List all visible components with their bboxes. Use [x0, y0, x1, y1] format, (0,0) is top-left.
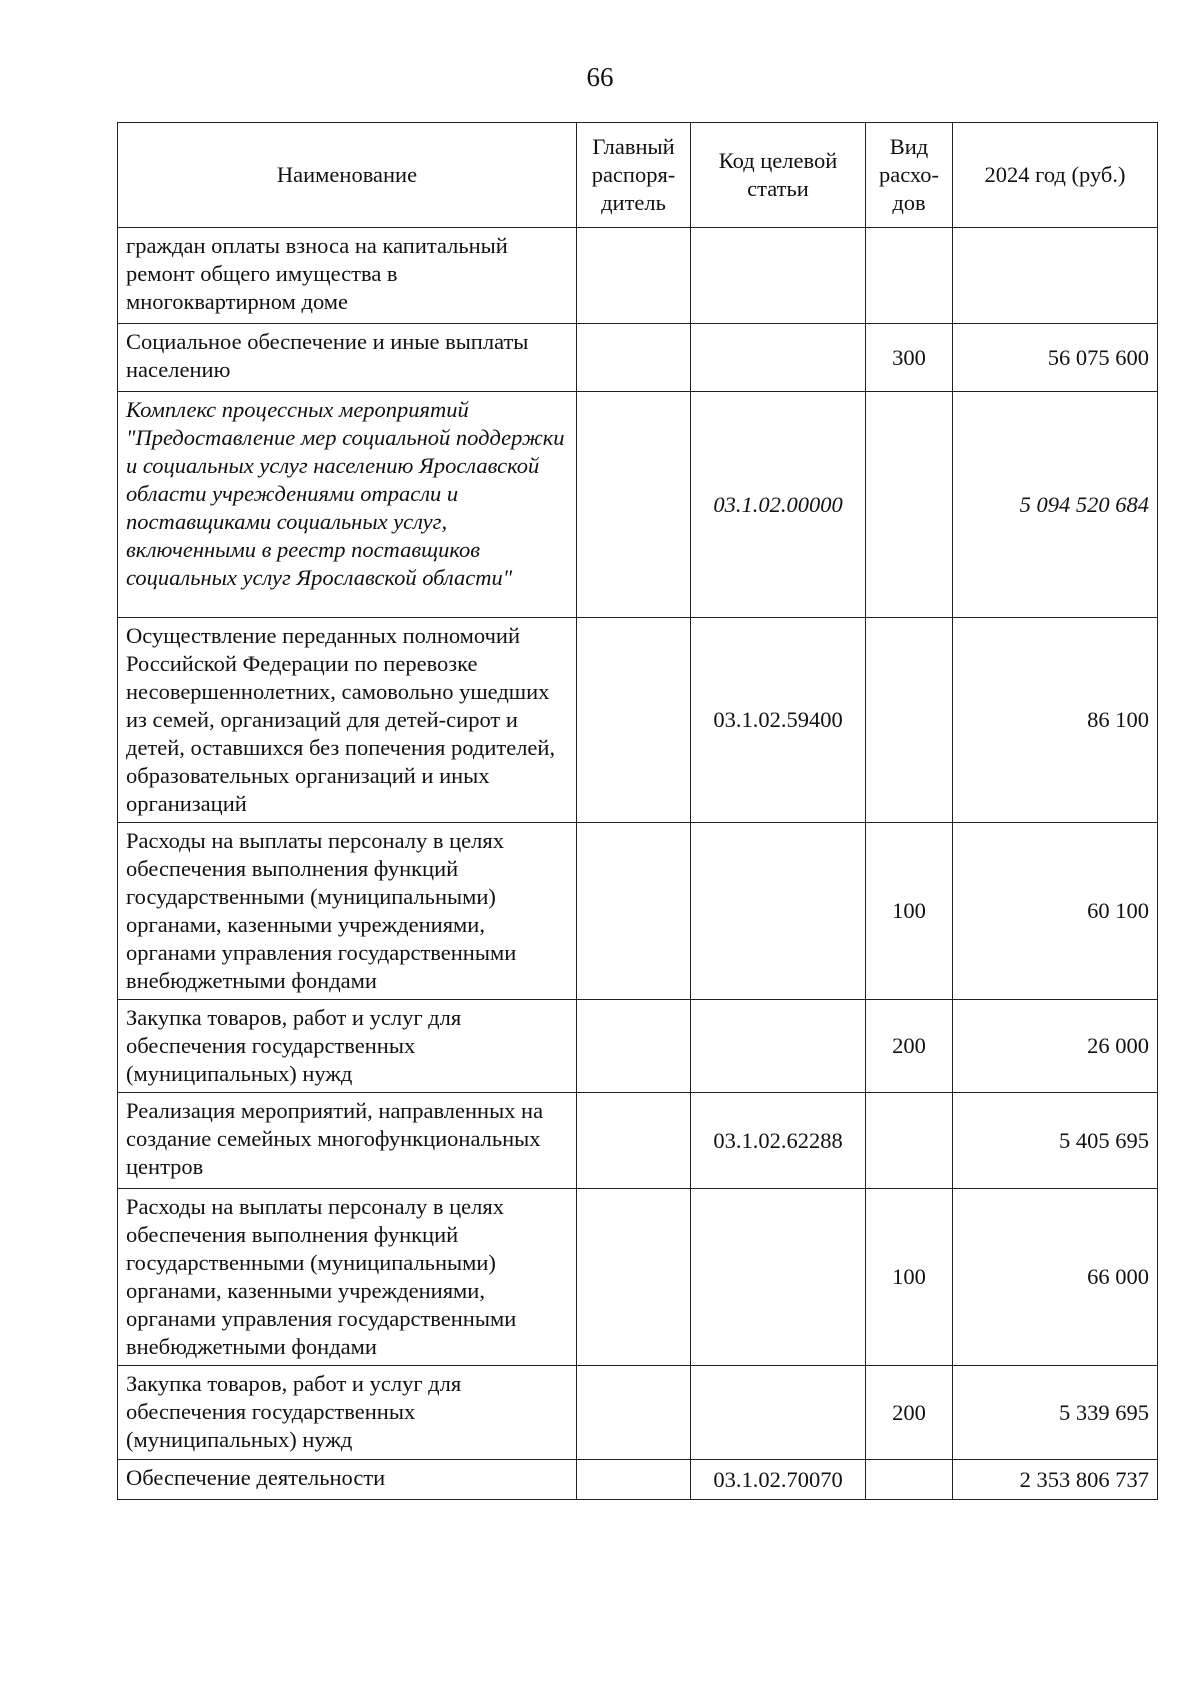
row-code-cell: 03.1.02.70070 [691, 1460, 866, 1500]
table-row [118, 1366, 1158, 1460]
row-name-cell: Расходы на выплаты персоналу в целях обеспечения выполнения функций государственными (муниципальными) органами, казенными учреждениями, органами управления государственными внебюджетными фондами [118, 823, 577, 1000]
row-kind-cell [866, 228, 953, 324]
row-code-cell [691, 1366, 866, 1460]
row-name-cell: Закупка товаров, работ и услуг для обеспечения государственных (муниципальных) нужд [118, 1366, 577, 1460]
row-amount-cell: 86 100 [953, 618, 1158, 823]
row-amount-cell: 56 075 600 [953, 324, 1158, 392]
row-kind-cell: 200 [866, 1366, 953, 1460]
row-admin-cell [577, 1000, 691, 1093]
row-name-cell: Осуществление переданных полномочий Российской Федерации по перевозке несовершеннолетних, самовольно ушедших из семей, организаций для детей-сирот и детей, оставшихся без попечения родителей, образовательных организаций и иных организаций [118, 618, 577, 823]
row-admin-cell [577, 1189, 691, 1366]
row-name-cell: Закупка товаров, работ и услуг для обеспечения государственных (муниципальных) нужд [118, 1000, 577, 1093]
row-admin-cell [577, 1460, 691, 1500]
row-admin-cell [577, 324, 691, 392]
row-kind-cell: 100 [866, 1189, 953, 1366]
page-number: 66 [586, 62, 614, 92]
table-row [118, 228, 1158, 324]
table-row [118, 1460, 1158, 1500]
row-kind-cell: 100 [866, 823, 953, 1000]
row-amount-cell: 60 100 [953, 823, 1158, 1000]
table-row [118, 823, 1158, 1000]
row-kind-cell [866, 392, 953, 618]
row-kind-cell: 300 [866, 324, 953, 392]
row-kind-cell [866, 618, 953, 823]
row-code-cell [691, 228, 866, 324]
row-name-cell: Реализация мероприятий, направленных на создание семейных многофункциональных центров [118, 1093, 577, 1189]
row-name-cell: Расходы на выплаты персоналу в целях обеспечения выполнения функций государственными (муниципальными) органами, казенными учреждениями, органами управления государственными внебюджетными фондами [118, 1189, 577, 1366]
header-admin: Главный распоря-дитель [577, 123, 691, 228]
row-admin-cell [577, 1366, 691, 1460]
table-header-row [118, 123, 1158, 228]
table-body [118, 228, 1158, 1500]
row-amount-cell: 5 339 695 [953, 1366, 1158, 1460]
row-admin-cell [577, 1093, 691, 1189]
row-code-cell [691, 823, 866, 1000]
row-name-cell: Обеспечение деятельности [118, 1460, 577, 1500]
row-admin-cell [577, 392, 691, 618]
header-kind: Вид расхо-дов [866, 123, 953, 228]
row-code-cell [691, 1000, 866, 1093]
row-kind-cell [866, 1093, 953, 1189]
row-name-cell: Комплекс процессных мероприятий "Предоставление мер социальной поддержки и социальных услуг населению Ярославской области учреждениями отрасли и поставщиками социальных услуг, включенными в реестр поставщиков социальных услуг Ярославской области" [118, 392, 577, 618]
header-name: Наименование [118, 123, 577, 228]
row-code-cell: 03.1.02.62288 [691, 1093, 866, 1189]
table-row [118, 324, 1158, 392]
budget-table [117, 122, 1158, 1500]
table-row [118, 392, 1158, 618]
row-name-cell: граждан оплаты взноса на капитальный ремонт общего имущества в многоквартирном доме [118, 228, 577, 324]
row-kind-cell: 200 [866, 1000, 953, 1093]
row-kind-cell [866, 1460, 953, 1500]
row-amount-cell: 5 094 520 684 [953, 392, 1158, 618]
row-code-cell: 03.1.02.00000 [691, 392, 866, 618]
row-amount-cell [953, 228, 1158, 324]
row-code-cell [691, 1189, 866, 1366]
row-amount-cell: 5 405 695 [953, 1093, 1158, 1189]
table-row [118, 1189, 1158, 1366]
row-admin-cell [577, 823, 691, 1000]
table-row [118, 1000, 1158, 1093]
row-admin-cell [577, 618, 691, 823]
row-name-cell: Социальное обеспечение и иные выплаты населению [118, 324, 577, 392]
table-row [118, 618, 1158, 823]
row-code-cell [691, 324, 866, 392]
row-amount-cell: 66 000 [953, 1189, 1158, 1366]
row-code-cell: 03.1.02.59400 [691, 618, 866, 823]
row-admin-cell [577, 228, 691, 324]
table-row [118, 1093, 1158, 1189]
row-amount-cell: 2 353 806 737 [953, 1460, 1158, 1500]
header-amount: 2024 год (руб.) [953, 123, 1158, 228]
header-code: Код целевой статьи [691, 123, 866, 228]
row-amount-cell: 26 000 [953, 1000, 1158, 1093]
